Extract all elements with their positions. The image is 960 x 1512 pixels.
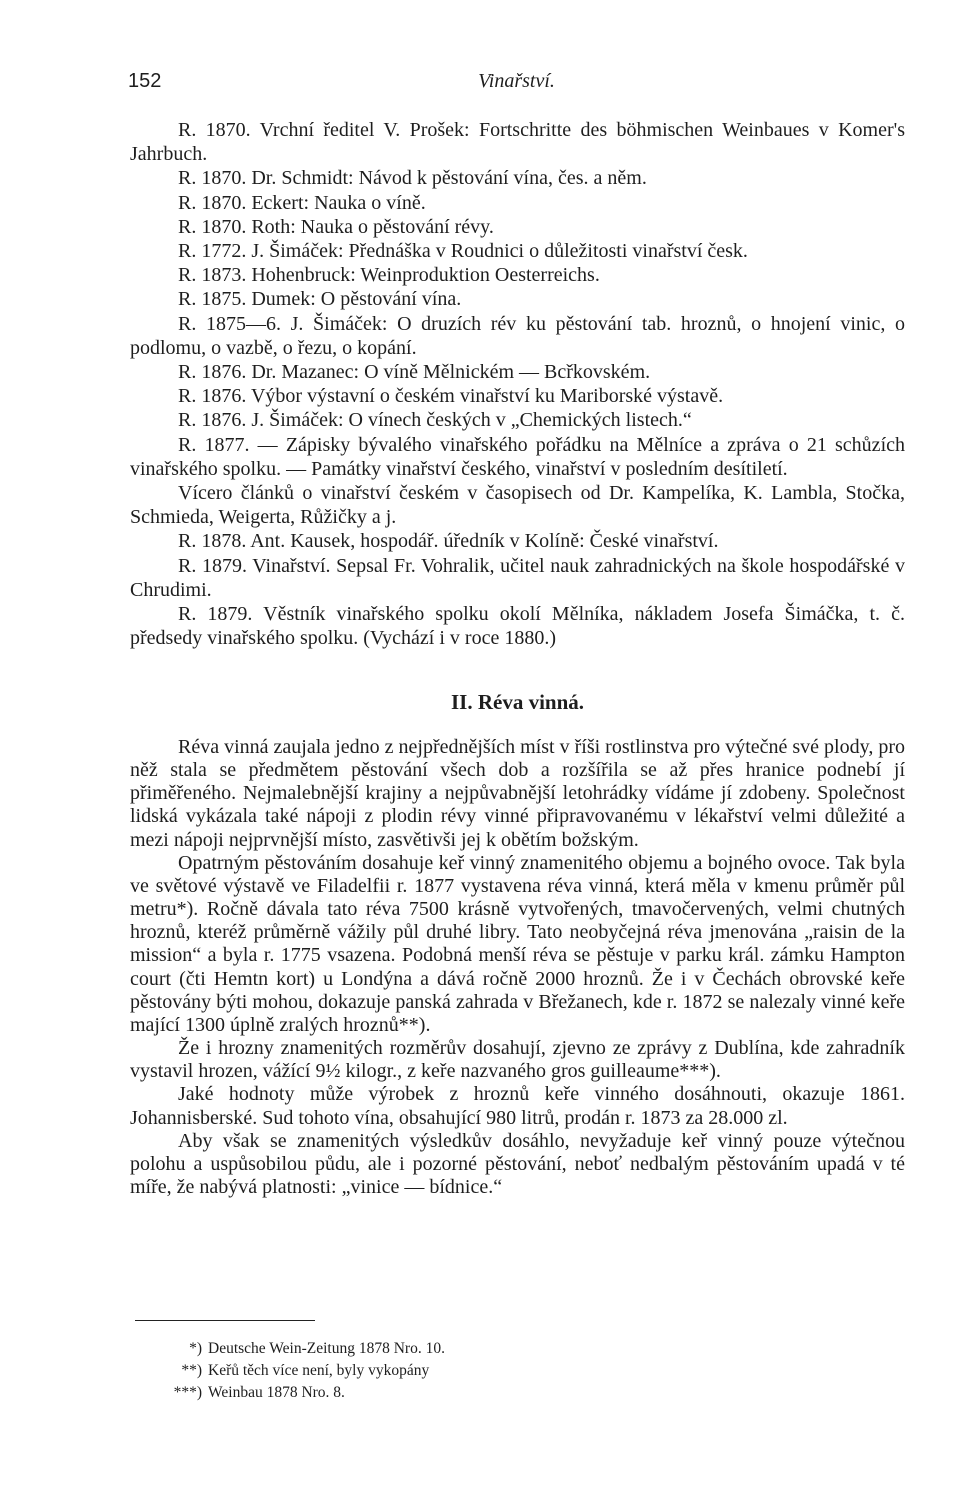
page-number: 152 bbox=[128, 70, 162, 92]
bibliography-entry: R. 1879. Věstník vinařského spolku okolí Mělníka, nákladem Josefa Šimáčka, t. č. předsedy vinařského spolku. (Vychází i v roce 1880.) bbox=[130, 603, 905, 650]
footnotes bbox=[170, 1338, 770, 1404]
footnote bbox=[170, 1382, 770, 1404]
section-title: II. Réva vinná. bbox=[450, 690, 585, 714]
bibliography-entry: R. 1878. Ant. Kausek, hospodář. úředník v Kolíně: České vinařství. bbox=[178, 530, 719, 553]
body-paragraph: Jaké hodnoty může výrobek z hroznů keře vinného dosáhnouti, okazuje 1861. Johannisberské. Sud tohoto vína, obsahující 980 litrů, prodán r. 1873 za 28.000 zl. bbox=[130, 1083, 905, 1129]
bibliography-entry: R. 1875—6. J. Šimáček: O druzích rév ku pěstování tab. hroznů, o hnojení vinic, o podlomu, o vazbě, o řezu, o kopání. bbox=[130, 312, 905, 359]
bibliography-entry: R. 1876. Výbor výstavní o českém vinařství ku Mariborské výstavě. bbox=[178, 385, 724, 408]
bibliography-entry: Vícero článků o vinařství českém v časopisech od Dr. Kampelíka, K. Lambla, Stočka, Schmieda, Weigerta, Růžičky a j. bbox=[130, 482, 905, 529]
footnote-mark: *) bbox=[189, 1340, 202, 1357]
bibliography-list bbox=[130, 118, 905, 650]
footnote bbox=[170, 1360, 770, 1382]
footnote-text: Deutsche Wein-Zeitung 1878 Nro. 10. bbox=[208, 1340, 445, 1357]
footnote-mark: ***) bbox=[173, 1384, 202, 1401]
footnote-mark: **) bbox=[181, 1362, 202, 1379]
body-paragraph: Opatrným pěstováním dosahuje keř vinný znamenitého objemu a bojného ovoce. Tak byla ve světové výstavě ve Filadelfii r. 1877 vystavena réva vinná, která měla v kmenu průměr půl metru*). Ročně dávala tato réva 7500 krásně vytvořených, tmavočervených, velmi chutných hroznů, kteréž průměrně vážily půl druhé libry. Tato neobyčejná réva jmenována „raisin de la mission“ a byla r. 1775 vsazena. Podobná menší réva se pěstuje v parku král. zámku Hampton court (čti Hemtn kort) u Londýna a dává ročně 2000 hroznů. Že i v Čechách obrovské keře pěstovány býti mohou, dokazuje panská zahrada v Břežanech, kde r. 1872 se nalezaly vinné keře mající 1300 úplně zralých hroznů**). bbox=[130, 851, 905, 1036]
body-text bbox=[130, 736, 905, 1199]
footnote-text: Weinbau 1878 Nro. 8. bbox=[208, 1384, 345, 1401]
body-paragraph: Že i hrozny znamenitých rozměrův dosahují, zjevno ze zprávy z Dublína, kde zahradník vystavil hrozen, vážící 9½ kilogr., z keře nazvaného gros guilleaume***). bbox=[130, 1037, 905, 1083]
bibliography-entry: R. 1870. Roth: Nauka o pěstování révy. bbox=[178, 215, 494, 238]
running-head: Vinařství. bbox=[478, 70, 555, 92]
page-header bbox=[128, 70, 905, 100]
bibliography-entry: R. 1870. Vrchní ředitel V. Prošek: Fortschritte des böhmischen Weinbaues v Komer's Jahrbuch. bbox=[130, 119, 905, 166]
bibliography-entry: R. 1873. Hohenbruck: Weinproduktion Oesterreichs. bbox=[178, 264, 600, 287]
bibliography-entry: R. 1877. — Zápisky bývalého vinařského pořádku na Mělníce a zpráva o 21 schůzích vinařského spolku. — Památky vinařství českého, vinařství v posledním desítiletí. bbox=[130, 433, 905, 480]
body-paragraph: Réva vinná zaujala jedno z nejpřednějších míst v říši rostlinstva pro výtečné své plody, pro něž stala se předmětem pěstování všech dob a rozšířila se až přes hranice podnebí jí přiměřeného. Nejmalebnější krajiny a nejpůvabnější letohrádky vídáme jí zdobeny. Společnost lidská vykázala také nápoji z plodin révy vinné připravovanému v lékařství velmi důležité a mezi nápoji nejprvnější místo, zasvětivši jej k obětím božským. bbox=[130, 736, 905, 851]
footnote bbox=[170, 1338, 770, 1360]
bibliography-entry: R. 1772. J. Šimáček: Přednáška v Roudnici o důležitosti vinařství česk. bbox=[178, 240, 748, 263]
footnote-text: Keřů těch více není, byly vykopány bbox=[208, 1362, 430, 1379]
bibliography-entry: R. 1870. Eckert: Nauka o víně. bbox=[178, 191, 426, 214]
bibliography-entry: R. 1879. Vinařství. Sepsal Fr. Vohralik, učitel nauk zahradnických na škole hospodářské v Chrudimi. bbox=[130, 554, 905, 601]
bibliography-entry: R. 1870. Dr. Schmidt: Návod k pěstování vína, čes. a něm. bbox=[178, 167, 647, 190]
footnote-divider bbox=[135, 1320, 315, 1321]
bibliography-entry: R. 1876. Dr. Mazanec: O víně Mělnickém — Bcřkovském. bbox=[178, 361, 651, 384]
body-paragraph: Aby však se znamenitých výsledkův dosáhlo, nevyžaduje keř vinný pouze výtečnou polohu a uspůsobilou půdu, ale i pozorné pěstování, neboť nedbalým pěstováním upadá v té míře, že nabývá platnosti: „vinice — bídnice.“ bbox=[130, 1129, 905, 1198]
bibliography-entry: R. 1876. J. Šimáček: O vínech českých v „Chemických listech.“ bbox=[178, 409, 692, 432]
bibliography-entry: R. 1875. Dumek: O pěstování vína. bbox=[178, 288, 462, 311]
